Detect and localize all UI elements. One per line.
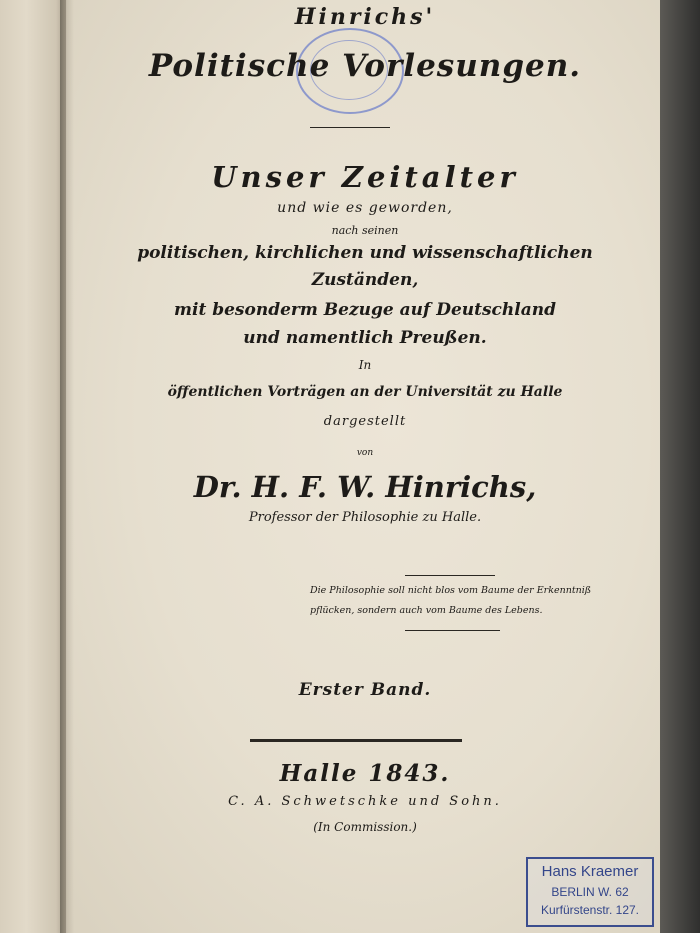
volume-label: Erster Band. — [298, 680, 432, 700]
subtitle-line: nach seinen — [331, 224, 399, 237]
dealer-stamp-street: Kurfürstenstr. 127. — [540, 903, 640, 917]
in-word: In — [358, 358, 372, 372]
main-title: Unser Zeitalter — [211, 160, 519, 194]
series-title: Politische Vorlesungen. — [148, 48, 582, 84]
commission-note: (In Commission.) — [313, 820, 417, 834]
subtitle-line: mit besonderm Bezuge auf Deutschland — [174, 300, 556, 320]
series-author: Hinrichs' — [294, 4, 436, 30]
divider-rule — [310, 127, 390, 128]
left-page-edge — [0, 0, 66, 933]
subtitle-line: und namentlich Preußen. — [243, 328, 487, 348]
subtitle-line: und wie es geworden, — [277, 200, 453, 216]
by-word: von — [356, 448, 374, 458]
publisher: C. A. Schwetschke und Sohn. — [228, 794, 502, 809]
venue-line: öffentlichen Vorträgen an der Universität zu Halle — [167, 384, 563, 400]
place-year: Halle 1843. — [279, 760, 451, 787]
subtitle-line: Zuständen, — [311, 270, 419, 290]
motto-line: Die Philosophie soll nicht blos vom Baume der Erkenntniß — [310, 585, 592, 596]
author-name: Dr. H. F. W. Hinrichs, — [193, 470, 537, 504]
motto-top-rule — [405, 575, 495, 576]
motto-line: pflücken, sondern auch vom Baume des Lebens. — [310, 605, 543, 616]
dealer-stamp-city: BERLIN W. 62 — [551, 885, 629, 899]
dealer-stamp-name: Hans Kraemer — [541, 863, 639, 880]
imprint-rule — [250, 739, 462, 742]
motto-bottom-rule — [405, 630, 500, 631]
author-title: Professor der Philosophie zu Halle. — [248, 510, 482, 525]
presented-word: dargestellt — [323, 414, 407, 429]
dealer-stamp — [526, 857, 654, 927]
background-edge — [660, 0, 700, 933]
subtitle-line: politischen, kirchlichen und wissenschaftlichen — [137, 243, 593, 263]
